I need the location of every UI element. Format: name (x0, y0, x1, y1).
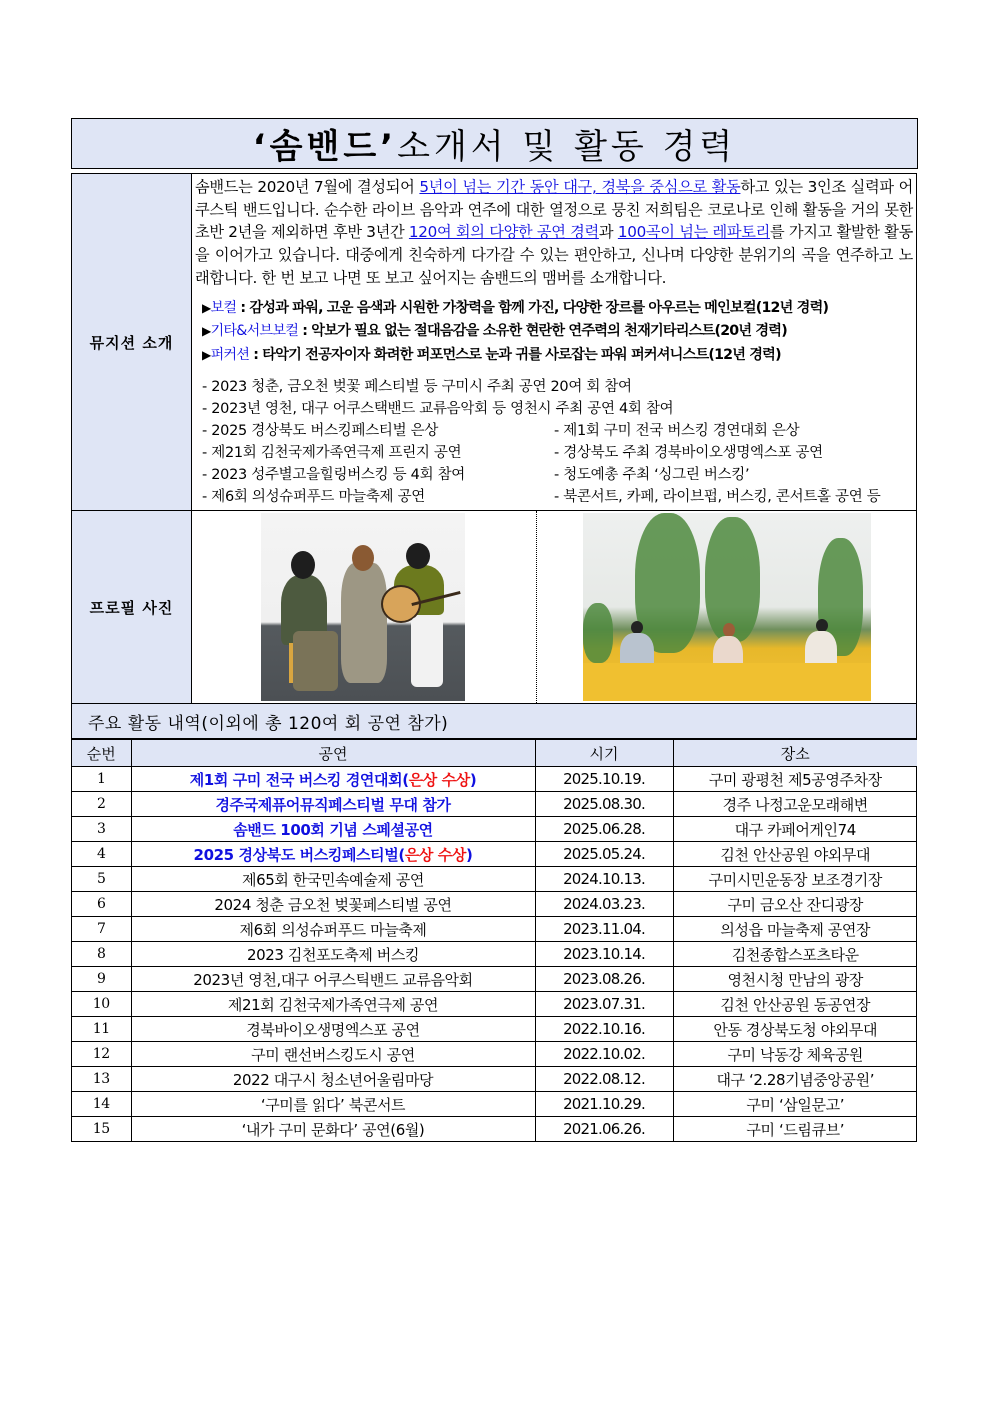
row-event-text: 제21회 김천국제가족연극제 공연 (227, 995, 439, 1014)
row-date (535, 767, 673, 792)
row-place-text: 김천 안산공원 야외무대 (720, 845, 871, 864)
intro-highlight: 5년이 넘는 기간 동안 대구, 경북을 중심으로 활동 (419, 178, 741, 196)
row-date-text: 2023.08.26. (563, 970, 645, 989)
table-row (72, 1067, 917, 1092)
row-place-text: 구미 낙동강 체육공원 (727, 1045, 864, 1064)
table-row (72, 942, 917, 967)
history-item: - 2023 청춘, 금오천 벚꽃 페스티벌 등 구미시 주최 공연 20여 회 참여 (202, 379, 632, 396)
intro-text: 솜밴드는 2020년 7월에 결성되어 (195, 178, 420, 196)
person-head (406, 543, 430, 569)
document-title (71, 118, 918, 169)
row-place-text: 구미 ‘삼일문고’ (746, 1095, 845, 1114)
row-date-text: 2024.03.23. (563, 895, 645, 914)
history-item: - 제1회 구미 전국 버스킹 경연대회 은상 (554, 423, 800, 440)
person-head (723, 623, 735, 637)
photo-area (192, 511, 916, 703)
row-number-text: 12 (92, 1046, 110, 1063)
row-place (673, 967, 917, 992)
row-event-text: 제6회 의성슈퍼푸드 마늘축제 (239, 920, 427, 939)
row-event (131, 917, 535, 942)
member-role: 기타&서브보컬 (210, 323, 299, 340)
column-header-place: 장소 (673, 740, 917, 767)
history-item: - 2023년 영천, 대구 어쿠스택밴드 교류음악회 등 영천시 주최 공연 4회 참여 (202, 401, 674, 418)
table-row (72, 992, 917, 1017)
row-date-text: 2024.10.13. (563, 870, 645, 889)
triangle-bullet-icon: ▶ (202, 300, 211, 315)
row-number-text: 6 (96, 896, 106, 913)
intro-highlight: 100곡이 넘는 레파토리 (617, 223, 770, 242)
row-number (72, 767, 131, 792)
row-place-text: 의성읍 마늘축제 공연장 (720, 920, 871, 939)
photo-cell-studio (192, 511, 537, 703)
table-row (72, 817, 917, 842)
row-number-text: 2 (96, 796, 106, 813)
row-event (131, 842, 535, 867)
person-figure (341, 563, 387, 683)
tree (705, 517, 760, 642)
row-event (131, 992, 535, 1017)
row-event-text: 경주국제퓨어뮤직페스티벌 무대 참가 (215, 795, 451, 814)
row-event (131, 1017, 535, 1042)
row-date (535, 942, 673, 967)
row-date-text: 2025.05.24. (563, 845, 645, 864)
row-date-text: 2021.10.29. (563, 1095, 645, 1114)
musician-intro-row (72, 174, 916, 511)
intro-text: 를 가지고 활발한 활동을 이어가고 있습니다. 대중에게 친숙하게 다가갈 수 있는 편안하고, 신나며 다양한 분위기의 곡을 연주하고 노래합니다. 한 번 보고 나면 또 보고 싶어지는 솜밴드의 맴버를 소개합니다. (195, 223, 913, 287)
row-number-text: 3 (96, 821, 106, 838)
activities-table (72, 739, 917, 1141)
row-number-text: 15 (92, 1121, 110, 1138)
row-number-text: 14 (92, 1096, 110, 1113)
history-pair (202, 464, 913, 486)
row-place (673, 1117, 917, 1142)
table-row (72, 1042, 917, 1067)
studio-photo (261, 513, 465, 701)
row-event-text: ‘내가 구미 문화다’ 공연(6월) (241, 1120, 425, 1139)
row-number (72, 817, 131, 842)
tree (635, 513, 700, 653)
row-number (72, 1067, 131, 1092)
row-event-text: 2025 경상북도 버스킹페스티벌 (193, 845, 399, 864)
table-row (72, 792, 917, 817)
row-place (673, 942, 917, 967)
row-event (131, 767, 535, 792)
member-desc: : 악보가 필요 없는 절대음감을 소유한 현란한 연주력의 천재기타리스트(20년 경력) (298, 323, 787, 340)
row-date (535, 1042, 673, 1067)
activities-section-title: 주요 활동 내역(이외에 총 120여 회 공연 참가) (72, 704, 916, 739)
person-head (291, 551, 315, 579)
table-row (72, 1017, 917, 1042)
row-number-text: 8 (96, 946, 106, 963)
table-header-row (72, 740, 917, 767)
row-place (673, 817, 917, 842)
row-date-text: 2022.10.16. (563, 1020, 645, 1039)
row-event-text: 2023년 영천,대구 어쿠스틱밴드 교류음악회 (193, 970, 473, 989)
profile-table (71, 173, 917, 1142)
row-date (535, 992, 673, 1017)
row-place-text: 대구 ‘2.28기념중앙공원’ (716, 1070, 875, 1089)
row-event-text: 2023 김천포도축제 버스킹 (246, 945, 420, 964)
row-number-text: 13 (92, 1071, 110, 1088)
row-number-text: 4 (96, 846, 106, 863)
row-number-text: 11 (92, 1021, 110, 1038)
row-date (535, 792, 673, 817)
triangle-bullet-icon: ▶ (202, 324, 211, 339)
intro-text: 과 (598, 223, 618, 242)
row-date-text: 2022.08.12. (563, 1070, 645, 1089)
member-desc: : 감성과 파워, 고운 음색과 시원한 가창력을 함께 가진, 다양한 장르를 아우르는 메인보컬(12년 경력) (236, 299, 829, 316)
row-event (131, 817, 535, 842)
row-date-text: 2025.08.30. (563, 795, 645, 814)
row-place-text: 경주 나정고운모래해변 (722, 795, 868, 814)
history-list (195, 376, 913, 508)
member-guitar (202, 320, 913, 344)
member-list (195, 297, 913, 368)
row-event (131, 1067, 535, 1092)
row-event (131, 792, 535, 817)
row-date (535, 967, 673, 992)
row-place-text: 김천종합스포츠타운 (731, 945, 859, 964)
intro-paragraph (195, 176, 913, 290)
award-label: 은상 수상 (408, 770, 470, 789)
row-place-text: 김천 안산공원 동공연장 (720, 995, 871, 1014)
row-number (72, 942, 131, 967)
history-item: - 제21회 김천국제가족연극제 프린지 공연 (202, 445, 462, 462)
person-head (352, 545, 374, 571)
member-vocal (202, 297, 913, 321)
row-date (535, 817, 673, 842)
row-event-text: 솜밴드 100회 기념 스페셜공연 (233, 820, 433, 839)
row-number-text: 9 (96, 971, 106, 988)
table-row (72, 842, 917, 867)
row-number (72, 1042, 131, 1067)
award-badge: (은상 수상) (398, 845, 473, 864)
profile-photo-row (72, 511, 916, 704)
row-place (673, 1042, 917, 1067)
flower-field (583, 663, 871, 701)
row-date-text: 2023.07.31. (563, 995, 645, 1014)
row-date-text: 2023.11.04. (563, 920, 645, 939)
row-event-text: 구미 랜선버스킹도시 공연 (251, 1045, 415, 1064)
award-label: 은상 수상 (404, 845, 466, 864)
row-place (673, 1067, 917, 1092)
row-place (673, 992, 917, 1017)
row-date (535, 1017, 673, 1042)
row-number (72, 1117, 131, 1142)
table-row (72, 1117, 917, 1142)
history-pair (202, 420, 913, 442)
row-number (72, 992, 131, 1017)
row-number-text: 7 (96, 921, 106, 938)
row-place-text: 구미 ‘드림큐브’ (746, 1120, 845, 1139)
column-header-date: 시기 (535, 740, 673, 767)
table-row (72, 892, 917, 917)
row-event-text: 제65회 한국민속예술제 공연 (241, 870, 424, 889)
profile-photo-label: 프로필 사진 (72, 511, 192, 703)
row-event (131, 1117, 535, 1142)
history-item: - 2023 성주별고을힐링버스킹 등 4회 참여 (202, 467, 466, 484)
row-place-text: 영천시청 만남의 광장 (727, 970, 864, 989)
band-name: ‘솜밴드’ (252, 127, 398, 167)
row-place-text: 구미시민운동장 보조경기장 (708, 870, 882, 889)
person-legs (411, 617, 443, 687)
activities-section (72, 704, 916, 1141)
history-item: - 경상북도 주최 경북바이오생명엑스포 공연 (554, 445, 823, 462)
row-date-text: 2021.06.26. (563, 1120, 645, 1139)
row-event-text: ‘구미를 읽다’ 북콘서트 (260, 1095, 406, 1114)
row-event-text: 2024 청춘 금오천 벚꽃페스티벌 공연 (214, 895, 452, 914)
member-role: 퍼커션 (210, 346, 250, 363)
intro-highlight: 120여 회의 다양한 공연 경력 (408, 223, 599, 242)
row-place-text: 안동 경상북도청 야외무대 (713, 1020, 878, 1039)
photo-cell-field (537, 511, 916, 703)
row-date (535, 1117, 673, 1142)
row-number (72, 842, 131, 867)
row-place (673, 767, 917, 792)
intro-text: 하고 있는 3인조 실력파 어쿠스틱 밴드입니다. 순수한 라이브 음악과 연주에 대한 열정으로 뭉친 저희팀은 코로나로 인해 활동을 거의 못한 초반 2년을 제외하면 후반 3년간 (195, 178, 913, 242)
row-number-text: 5 (96, 871, 106, 888)
row-number (72, 867, 131, 892)
column-header-no: 순번 (72, 740, 131, 767)
row-place (673, 917, 917, 942)
history-pair (202, 486, 913, 508)
row-date (535, 842, 673, 867)
field-photo (583, 513, 871, 701)
row-place-text: 대구 카페어게인74 (734, 820, 856, 839)
row-event (131, 1042, 535, 1067)
row-place-text: 구미 광평천 제5공영주차장 (708, 770, 882, 789)
table-row (72, 767, 917, 792)
table-row (72, 967, 917, 992)
member-role: 보컬 (210, 299, 237, 316)
row-event (131, 942, 535, 967)
triangle-bullet-icon: ▶ (202, 347, 211, 362)
row-event (131, 892, 535, 917)
history-item: - 2025 경상북도 버스킹페스티벌 은상 (202, 423, 439, 440)
table-row (72, 867, 917, 892)
musician-intro-content (192, 174, 916, 510)
table-row (72, 917, 917, 942)
row-date (535, 1092, 673, 1117)
row-number (72, 917, 131, 942)
row-number (72, 1092, 131, 1117)
row-date-text: 2025.06.28. (563, 820, 645, 839)
row-place (673, 867, 917, 892)
history-item: - 제6회 의성슈퍼푸드 마늘축제 공연 (202, 489, 425, 506)
row-event-text: 경북바이오생명엑스포 공연 (246, 1020, 420, 1039)
award-badge: (은상 수상) (402, 770, 477, 789)
history-pair (202, 442, 913, 464)
row-date-text: 2022.10.02. (563, 1045, 645, 1064)
row-event-text: 2022 대구시 청소년어울림마당 (232, 1070, 434, 1089)
row-place (673, 1017, 917, 1042)
row-place (673, 842, 917, 867)
row-place (673, 1092, 917, 1117)
row-number (72, 967, 131, 992)
row-number-text: 10 (92, 996, 110, 1013)
member-desc: : 타악기 전공자이자 화려한 퍼포먼스로 눈과 귀를 사로잡는 파워 퍼커셔니스트(12년 경력) (249, 346, 781, 363)
row-date-text: 2023.10.14. (563, 945, 645, 964)
musician-intro-label: 뮤지션 소개 (72, 174, 192, 510)
row-place (673, 892, 917, 917)
row-date (535, 892, 673, 917)
table-row (72, 1092, 917, 1117)
row-place-text: 구미 금오산 잔디광장 (727, 895, 864, 914)
row-number (72, 1017, 131, 1042)
person-legs (293, 631, 338, 691)
row-place (673, 792, 917, 817)
row-event (131, 1092, 535, 1117)
row-date (535, 867, 673, 892)
row-date-text: 2025.10.19. (563, 770, 645, 789)
tree (583, 603, 613, 663)
history-item: - 북콘서트, 카페, 라이브펍, 버스킹, 콘서트홀 공연 등 (554, 489, 881, 506)
row-event (131, 967, 535, 992)
member-percussion (202, 344, 913, 368)
history-item: - 청도예총 주최 ‘싱그린 버스킹’ (554, 467, 750, 484)
row-number (72, 792, 131, 817)
row-number-text: 1 (96, 771, 106, 788)
row-event-text: 제1회 구미 전국 버스킹 경연대회 (189, 770, 403, 789)
column-header-event: 공연 (131, 740, 535, 767)
row-number (72, 892, 131, 917)
row-date (535, 1067, 673, 1092)
title-rest: 소개서 및 활동 경력 (397, 127, 737, 167)
row-event (131, 867, 535, 892)
row-date (535, 917, 673, 942)
